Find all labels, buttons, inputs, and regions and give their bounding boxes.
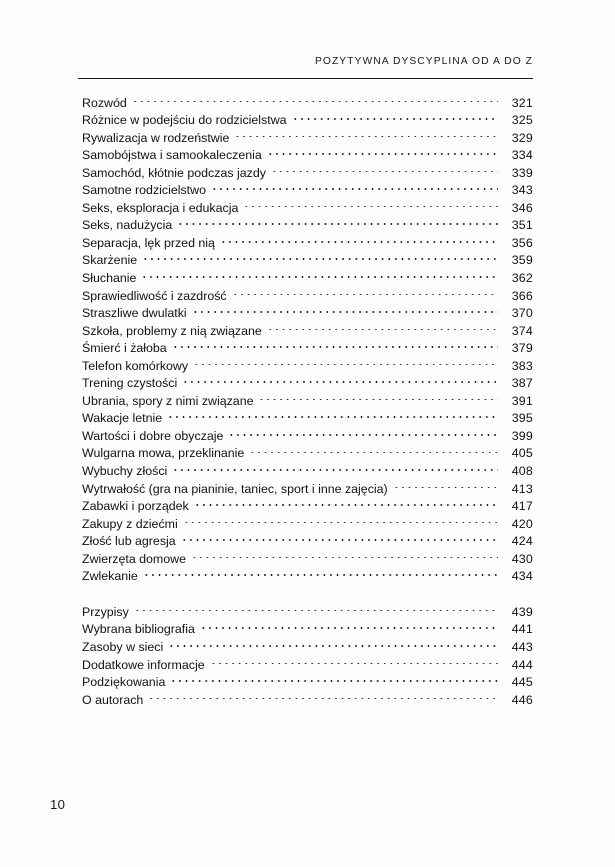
toc-dot-leader: [210, 651, 498, 669]
toc-dot-leader: [200, 616, 498, 634]
toc-dot-leader: [228, 422, 498, 440]
toc-dot-leader: [267, 317, 498, 335]
toc-entry-title: Złość lub agresja: [82, 534, 176, 549]
toc-dot-leader: [211, 177, 498, 195]
toc-entry-page-number: 334: [511, 148, 533, 163]
toc-entry-page-number: 366: [511, 288, 533, 303]
toc-entry-page-number: 339: [511, 165, 533, 180]
toc-dot-leader: [249, 440, 498, 458]
toc-dot-leader: [271, 159, 498, 177]
toc-entry-page-number: 359: [511, 253, 533, 268]
toc-entry-page-number: 379: [511, 341, 533, 356]
toc-dot-leader: [143, 563, 498, 581]
toc-group-entries-a-z: [82, 89, 533, 584]
toc-entry-page-number: 417: [511, 499, 533, 514]
toc-entry-page-number: 439: [511, 604, 533, 619]
toc-entry-title: Wytrwałość (gra na pianinie, taniec, sport i inne zajęcia): [82, 481, 388, 496]
toc-entry-title: Wartości i dobre obyczaje: [82, 428, 224, 443]
toc-dot-leader: [232, 282, 498, 300]
toc-entry-title: Przypisy: [82, 604, 129, 619]
toc-entry-title: Sprawiedliwość i zazdrość: [82, 288, 227, 303]
toc-entry-title: Skarżenie: [82, 253, 138, 268]
toc-entry-title: Różnice w podejściu do rodzicielstwa: [82, 113, 287, 128]
toc-entry-page-number: 408: [511, 464, 533, 479]
toc-entry-title: Zakupy z dziećmi: [82, 516, 178, 531]
toc-entry-page-number: 374: [511, 323, 533, 338]
toc-dot-leader: [181, 528, 498, 546]
table-of-contents: [82, 89, 533, 707]
toc-dot-leader: [167, 405, 498, 423]
toc-entry[interactable]: [82, 282, 533, 303]
toc-entry-page-number: 405: [511, 446, 533, 461]
toc-entry-title: Seks, nadużycia: [82, 218, 173, 233]
toc-entry-title: Zasoby w sieci: [82, 639, 164, 654]
toc-entry-page-number: 441: [511, 622, 533, 637]
toc-entry-page-number: 370: [511, 306, 533, 321]
toc-dot-leader: [191, 545, 498, 563]
toc-entry-title: O autorach: [82, 692, 144, 707]
toc-dot-leader: [193, 352, 498, 370]
toc-entry-title: Ubrania, spory z nimi związane: [82, 393, 254, 408]
toc-entry-page-number: 413: [511, 481, 533, 496]
toc-dot-leader: [183, 510, 498, 528]
toc-dot-leader: [134, 598, 498, 616]
toc-entry-title: Samochód, kłótnie podczas jazdy: [82, 165, 266, 180]
toc-entry-title: Samobójstwa i samookaleczenia: [82, 148, 262, 163]
toc-entry[interactable]: [82, 616, 533, 637]
toc-section-gap: [82, 580, 533, 598]
toc-entry-page-number: 399: [511, 428, 533, 443]
toc-entry-page-number: 346: [511, 200, 533, 215]
running-head: POZYTYWNA DYSCYPLINA OD A DO Z: [314, 56, 533, 67]
toc-entry-page-number: 391: [511, 393, 533, 408]
toc-entry[interactable]: [82, 598, 533, 619]
toc-dot-leader: [192, 300, 498, 318]
page-number-folio: 10: [50, 797, 66, 812]
toc-entry-title: Wulgarna mowa, przeklinanie: [82, 446, 245, 461]
toc-dot-leader: [393, 475, 498, 493]
toc-entry-page-number: 362: [511, 271, 533, 286]
toc-dot-leader: [194, 493, 498, 511]
toc-dot-leader: [234, 124, 498, 142]
toc-entry-title: Seks, eksploracja i edukacja: [82, 200, 239, 215]
toc-entry-title: Podziękowania: [82, 675, 166, 690]
toc-dot-leader: [267, 142, 498, 160]
toc-entry[interactable]: [82, 247, 533, 268]
toc-dot-leader: [172, 335, 498, 353]
toc-entry[interactable]: [82, 686, 533, 707]
toc-entry-page-number: 424: [511, 534, 533, 549]
toc-entry-page-number: 445: [511, 675, 533, 690]
toc-entry-page-number: 387: [511, 376, 533, 391]
toc-dot-leader: [243, 194, 498, 212]
toc-entry-title: Wybrana bibliografia: [82, 622, 195, 637]
toc-entry-title: Zabawki i porządek: [82, 499, 189, 514]
toc-entry-title: Samotne rodzicielstwo: [82, 183, 206, 198]
toc-entry-title: Słuchanie: [82, 271, 137, 286]
toc-entry-title: Wybuchy złości: [82, 464, 168, 479]
toc-dot-leader: [182, 370, 498, 388]
toc-entry[interactable]: [82, 563, 533, 584]
toc-entry-page-number: 343: [511, 183, 533, 198]
toc-entry-title: Trening czystości: [82, 376, 178, 391]
toc-entry-page-number: 325: [511, 113, 533, 128]
toc-dot-leader: [177, 212, 498, 230]
toc-entry-page-number: 351: [511, 218, 533, 233]
toc-entry-page-number: 430: [511, 551, 533, 566]
toc-entry-page-number: 446: [511, 692, 533, 707]
toc-entry-title: Zwierzęta domowe: [82, 551, 186, 566]
toc-entry-page-number: 395: [511, 411, 533, 426]
header-rule: [78, 78, 533, 79]
toc-entry-page-number: 420: [511, 516, 533, 531]
toc-entry-title: Śmierć i żałoba: [82, 341, 167, 356]
toc-dot-leader: [220, 229, 498, 247]
toc-entry-title: Separacja, lęk przed nią: [82, 235, 215, 250]
toc-dot-leader: [258, 387, 498, 405]
toc-entry-title: Straszliwe dwulatki: [82, 306, 187, 321]
toc-entry-page-number: 321: [511, 95, 533, 110]
toc-entry-title: Rozwód: [82, 95, 127, 110]
toc-dot-leader: [292, 107, 498, 125]
toc-entry-title: Telefon komórkowy: [82, 358, 189, 373]
toc-entry-title: Rywalizacja w rodzeństwie: [82, 130, 230, 145]
toc-dot-leader: [172, 457, 498, 475]
toc-dot-leader: [168, 633, 498, 651]
toc-entry[interactable]: [82, 89, 533, 110]
toc-dot-leader: [141, 264, 498, 282]
toc-dot-leader: [132, 89, 498, 107]
toc-entry-page-number: 443: [511, 639, 533, 654]
toc-dot-leader: [142, 247, 498, 265]
toc-entry[interactable]: [82, 264, 533, 286]
toc-dot-leader: [148, 686, 498, 704]
toc-entry-page-number: 329: [511, 130, 533, 145]
toc-entry-title: Wakacje letnie: [82, 411, 163, 426]
toc-entry-page-number: 356: [511, 235, 533, 250]
toc-entry-title: Dodatkowe informacje: [82, 657, 205, 672]
toc-entry-title: Szkoła, problemy z nią związane: [82, 323, 262, 338]
toc-dot-leader: [170, 669, 498, 687]
toc-entry-page-number: 434: [511, 569, 533, 584]
toc-entry[interactable]: [82, 107, 533, 128]
toc-entry-page-number: 444: [511, 657, 533, 672]
toc-entry-title: Zwlekanie: [82, 569, 138, 584]
toc-group-back-matter: [82, 598, 533, 707]
toc-entry-page-number: 383: [511, 358, 533, 373]
